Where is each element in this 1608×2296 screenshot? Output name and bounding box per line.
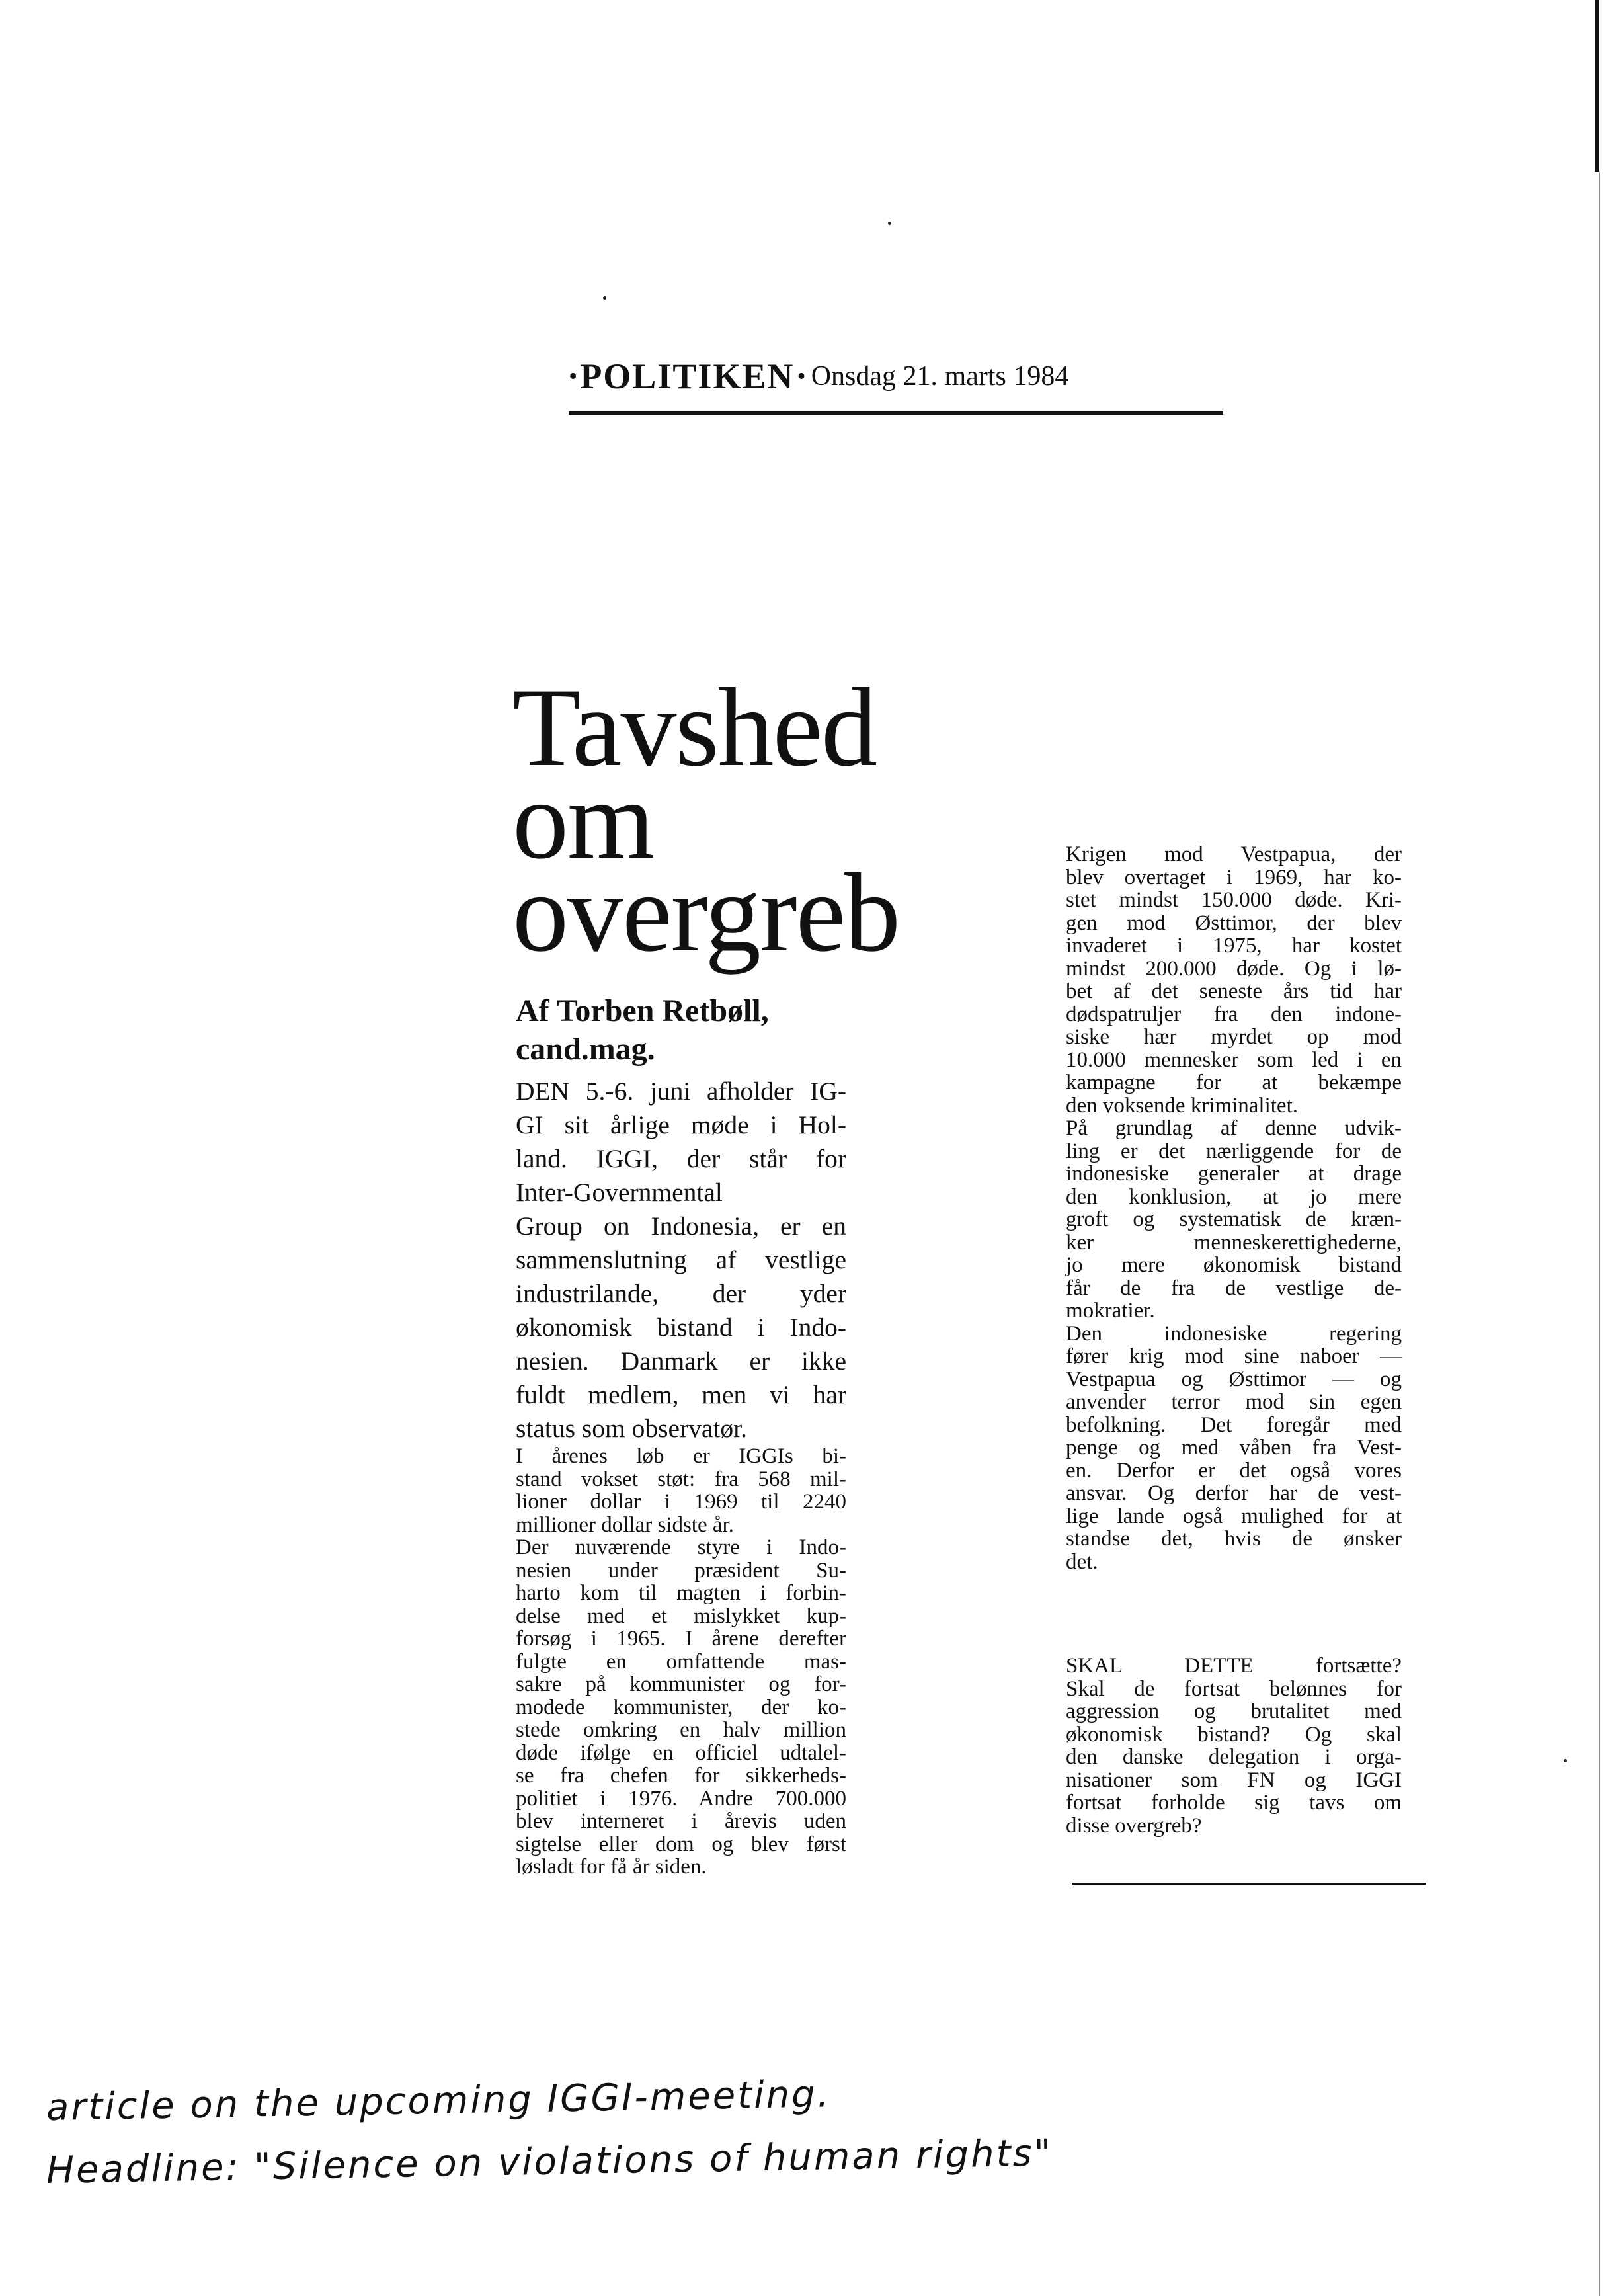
text-line: anvender terror mod sin egen	[1066, 1390, 1402, 1414]
lead-line: fuldt medlem, men vi har	[516, 1380, 846, 1409]
lead-line: Group on Indonesia, er en	[516, 1211, 846, 1241]
text-line: indonesiske generaler at drage	[1066, 1162, 1402, 1186]
text-line: aggression og brutalitet med	[1066, 1700, 1402, 1723]
lead-line: DEN 5.-6. juni afholder IG-	[516, 1077, 846, 1106]
text-line: sigtelse eller dom og blev først	[516, 1832, 846, 1856]
article-lead	[516, 1075, 846, 1446]
scan-speck	[603, 296, 606, 300]
text-line: fører krig mod sine naboer —	[1066, 1344, 1402, 1368]
lead-line: Inter-Governmental	[516, 1178, 723, 1207]
text-line: mindst 200.000 døde. Og i lø-	[1066, 956, 1402, 981]
text-line: stede omkring en halv million	[516, 1718, 846, 1742]
text-line: modede kommunister, der ko-	[516, 1695, 846, 1719]
text-line: Skal de fortsat belønnes for	[1066, 1676, 1402, 1701]
text-line: det.	[1066, 1549, 1098, 1574]
text-line: disse overgreb?	[1066, 1813, 1202, 1838]
scan-speck	[888, 222, 891, 225]
text-line: Vestpapua og Østtimor — og	[1066, 1367, 1402, 1391]
text-line: økonomisk bistand? Og skal	[1066, 1722, 1402, 1746]
byline-title: cand.mag.	[516, 1032, 655, 1067]
text-line: den voksende kriminalitet.	[1066, 1093, 1298, 1118]
headline-line: om	[512, 758, 654, 882]
text-line: siske hær myrdet op mod	[1066, 1025, 1402, 1049]
article-byline	[516, 992, 860, 1069]
text-line: ker menneskerettighederne,	[1066, 1230, 1402, 1254]
lead-line: økonomisk bistand i Indo-	[516, 1313, 846, 1342]
text-line: penge og med våben fra Vest-	[1066, 1436, 1402, 1459]
text-line: groft og systematisk de kræn-	[1066, 1208, 1402, 1231]
text-line: døde ifølge en officiel udtalel-	[516, 1741, 846, 1765]
scan-edge-line	[1599, 172, 1600, 2296]
text-line: den danske delegation i orga-	[1066, 1745, 1402, 1769]
masthead-bullet: •	[569, 362, 578, 390]
text-line: gen mod Østtimor, der blev	[1066, 911, 1402, 935]
text-line: fortsat forholde sig tavs om	[1066, 1791, 1402, 1815]
handwritten-note: article on the upcoming IGGI-meeting.	[46, 2072, 831, 2129]
text-line: stet mindst 150.000 døde. Kri-	[1066, 888, 1402, 912]
text-line: fulgte en omfattende mas-	[516, 1649, 846, 1674]
text-line: bet af det seneste års tid har	[1066, 979, 1402, 1003]
text-line: Krigen mod Vestpapua, der	[1066, 842, 1402, 866]
text-line: blev interneret i årevis uden	[516, 1809, 846, 1833]
text-line: den konklusion, at jo mere	[1066, 1184, 1402, 1209]
text-line: harto kom til magten i forbin-	[516, 1581, 846, 1605]
lead-line: status som observatør.	[516, 1414, 747, 1443]
text-line: invaderet i 1975, har kostet	[1066, 934, 1402, 958]
text-line: I årenes løb er IGGIs bi-	[516, 1444, 846, 1468]
text-line: kampagne for at bekæmpe	[1066, 1071, 1402, 1094]
headline-line: overgreb	[512, 850, 900, 975]
text-line: standse det, hvis de ønsker	[1066, 1527, 1402, 1551]
text-line: stand vokset støt: fra 568 mil-	[516, 1467, 846, 1491]
text-line: 10.000 mennesker som led i en	[1066, 1047, 1402, 1072]
byline-author: Af Torben Retbøll,	[516, 993, 769, 1028]
text-line: Der nuværende styre i Indo-	[516, 1536, 846, 1559]
text-line: SKAL DETTE fortsætte?	[1066, 1654, 1402, 1678]
text-line: forsøg i 1965. I årene derefter	[516, 1627, 846, 1651]
text-line: lige lande også mulighed for at	[1066, 1504, 1402, 1528]
text-line: Den indonesiske regering	[1066, 1321, 1402, 1346]
text-line: ansvar. Og derfor har de vest-	[1066, 1481, 1402, 1505]
text-line: På grundlag af denne udvik-	[1066, 1116, 1402, 1140]
article-left-column	[516, 1445, 846, 1879]
newspaper-masthead	[569, 356, 1223, 422]
article-end-rule	[1072, 1883, 1426, 1885]
text-line: se fra chefen for sikkerheds-	[516, 1764, 846, 1787]
text-line: nisationer som FN og IGGI	[1066, 1768, 1402, 1792]
text-line: lioner dollar i 1969 til 2240	[516, 1490, 846, 1514]
text-line: en. Derfor er det også vores	[1066, 1458, 1402, 1483]
text-line: befolkning. Det foregår med	[1066, 1413, 1402, 1437]
scan-edge-mark	[1595, 0, 1599, 172]
article-right-column	[1066, 843, 1402, 1573]
handwritten-note: Headline: "Silence on violations of human rights"	[46, 2131, 1053, 2192]
lead-line: nesien. Danmark er ikke	[516, 1346, 846, 1375]
masthead-bullet: •	[797, 362, 806, 390]
text-line: mokratier.	[1066, 1299, 1155, 1323]
headline-line: Tavshed	[512, 665, 877, 790]
lead-line: sammenslutning af vestlige	[516, 1245, 846, 1274]
text-line: nesien under præsident Su-	[516, 1558, 846, 1582]
text-line: dødspatruljer fra den indone-	[1066, 1002, 1402, 1026]
text-line: løsladt for få år siden.	[516, 1855, 707, 1879]
lead-line: land. IGGI, der står for	[516, 1144, 846, 1173]
text-line: politiet i 1976. Andre 700.000	[516, 1786, 846, 1811]
text-line: sakre på kommunister og for-	[516, 1672, 846, 1696]
text-line: delse med et mislykket kup-	[516, 1604, 846, 1628]
article-closing	[1066, 1655, 1402, 1837]
publication-date: Onsdag 21. marts 1984	[811, 361, 1069, 391]
scan-speck	[1564, 1759, 1567, 1762]
lead-line: industrilande, der yder	[516, 1279, 846, 1308]
lead-line: GI sit årlige møde i Hol-	[516, 1110, 846, 1139]
text-line: får de fra de vestlige de-	[1066, 1276, 1402, 1300]
text-line: millioner dollar sidste år.	[516, 1512, 734, 1537]
newspaper-name: POLITIKEN	[580, 356, 795, 396]
text-line: jo mere økonomisk bistand	[1066, 1253, 1402, 1277]
text-line: blev overtaget i 1969, har ko-	[1066, 865, 1402, 889]
masthead-rule	[569, 411, 1223, 415]
article-headline	[512, 665, 909, 975]
text-line: ling er det nærliggende for de	[1066, 1139, 1402, 1163]
